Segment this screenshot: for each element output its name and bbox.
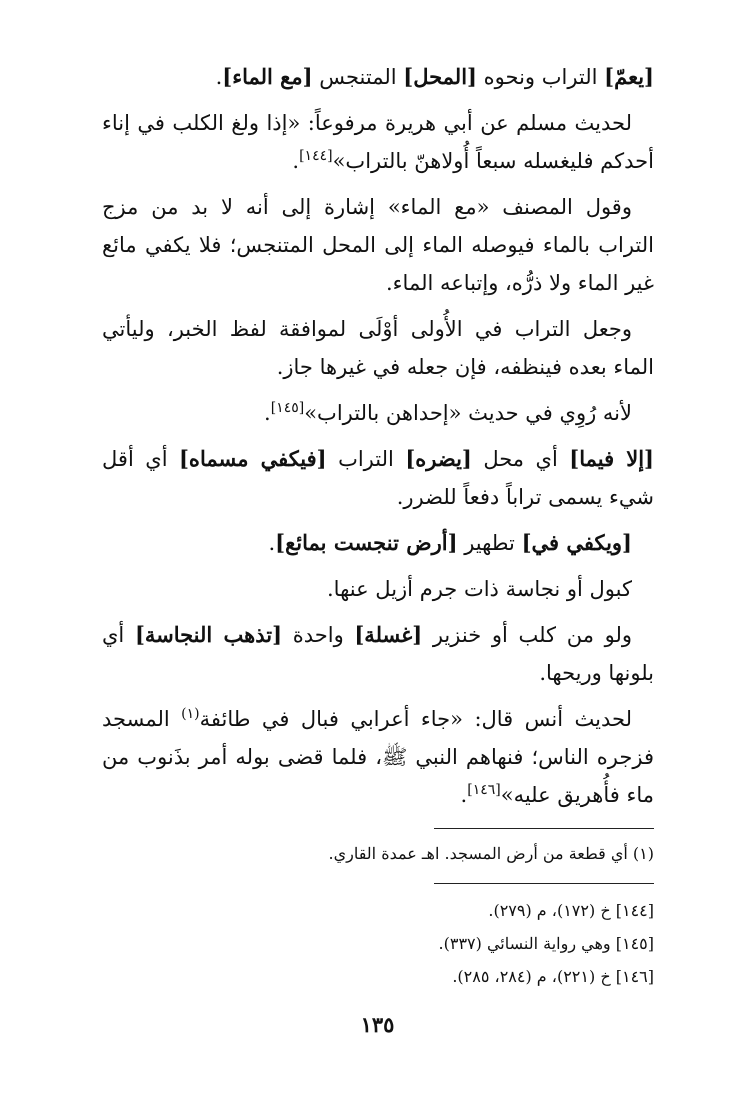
references-divider (434, 883, 654, 884)
reference-entry: [١٤٦] خ (٢٢١)، م (٢٨٤، ٢٨٥). (452, 967, 654, 986)
text-segment: التراب ونحوه (476, 65, 605, 89)
text-segment: المسجد فزجره الناس؛ فنهاهم النبي ﷺ، فلما قضى بوله أمر بذَنوب من ماء فأُهريق عليه» (102, 707, 654, 807)
bold-matn-text: [ويكفي في] (521, 530, 632, 555)
text-segment: وجعل التراب في الأُولى أوْلَى لموافقة لفظ الخبر، وليأتي الماء بعده فينظفه، فإن جعله في غيرها جاز. (102, 317, 654, 379)
text-segment: لحديث أنس قال: «جاء أعرابي فبال في طائفة (199, 707, 632, 731)
text-segment: لأنه رُوِي في حديث «إحداهن بالتراب» (304, 401, 632, 425)
text-segment: واحدة (282, 623, 355, 647)
reference-marker: [١٤٦] (467, 782, 501, 798)
bold-matn-text: [فيكفي مسماه] (179, 446, 327, 471)
paragraph (102, 58, 654, 96)
text-segment: وقول المصنف «مع الماء» إشارة إلى أنه لا بد من مزج التراب بالماء فيوصله الماء إلى المحل المتنجس؛ فلا يكفي مائع غير الماء ولا ذرُّه، وإتباعه الماء. (102, 195, 654, 295)
footnote-divider (434, 828, 654, 829)
text-segment: . (215, 65, 223, 89)
paragraph (102, 524, 654, 562)
reference-entry: [١٤٥] وهي رواية النسائي (٣٣٧). (438, 934, 654, 953)
text-segment: كبول أو نجاسة ذات جرم أزيل عنها. (327, 577, 632, 601)
text-segment: ولو من كلب أو خنزير (422, 623, 632, 647)
bold-matn-text: [يضره] (405, 446, 472, 471)
paragraph (102, 440, 654, 516)
page-body (102, 58, 654, 993)
main-text (102, 58, 654, 814)
paragraph (102, 394, 654, 432)
text-segment: . (268, 531, 276, 555)
footnotes (102, 839, 654, 869)
paragraph (102, 700, 654, 814)
text-segment: التراب (326, 447, 406, 471)
reference-entry: [١٤٤] خ (١٧٢)، م (٢٧٩). (488, 901, 654, 920)
paragraph (102, 616, 654, 692)
paragraph (102, 104, 654, 180)
references (102, 894, 654, 993)
text-segment: لحديث مسلم عن أبي هريرة مرفوعاً: «إذا ولغ الكلب في إناء أحدكم فليغسله سبعاً أُولاهنّ بالتراب» (102, 111, 654, 173)
paragraph (102, 310, 654, 386)
bold-matn-text: [غسلة] (354, 622, 423, 647)
page-number: ١٣٥ (360, 1012, 395, 1037)
text-segment: المتنجس (312, 65, 404, 89)
text-segment: أي أقل شيء يسمى تراباً دفعاً للضرر. (102, 447, 654, 509)
bold-matn-text: [إلا فيما] (569, 446, 654, 471)
footnote: (١) أي قطعة من أرض المسجد. اهـ عمدة القاري. (328, 844, 654, 863)
reference-marker: (١) (181, 706, 200, 722)
text-segment: . (264, 401, 271, 425)
text-segment: تطهير (457, 531, 522, 555)
text-segment: . (460, 783, 468, 807)
bold-matn-text: [يعمّ] (604, 64, 654, 89)
bold-matn-text: [مع الماء] (222, 64, 313, 89)
bold-matn-text: [المحل] (403, 64, 477, 89)
bold-matn-text: [أرض تنجست بمائع] (275, 530, 458, 555)
text-segment: أي بلونها وريحها. (102, 623, 654, 685)
reference-marker: [١٤٥] (270, 400, 305, 416)
paragraph (102, 188, 654, 302)
reference-marker: [١٤٤] (299, 148, 333, 164)
paragraph (102, 570, 654, 608)
text-segment: . (292, 149, 300, 173)
bold-matn-text: [تذهب النجاسة] (134, 622, 283, 647)
text-segment: أي محل (471, 447, 570, 471)
